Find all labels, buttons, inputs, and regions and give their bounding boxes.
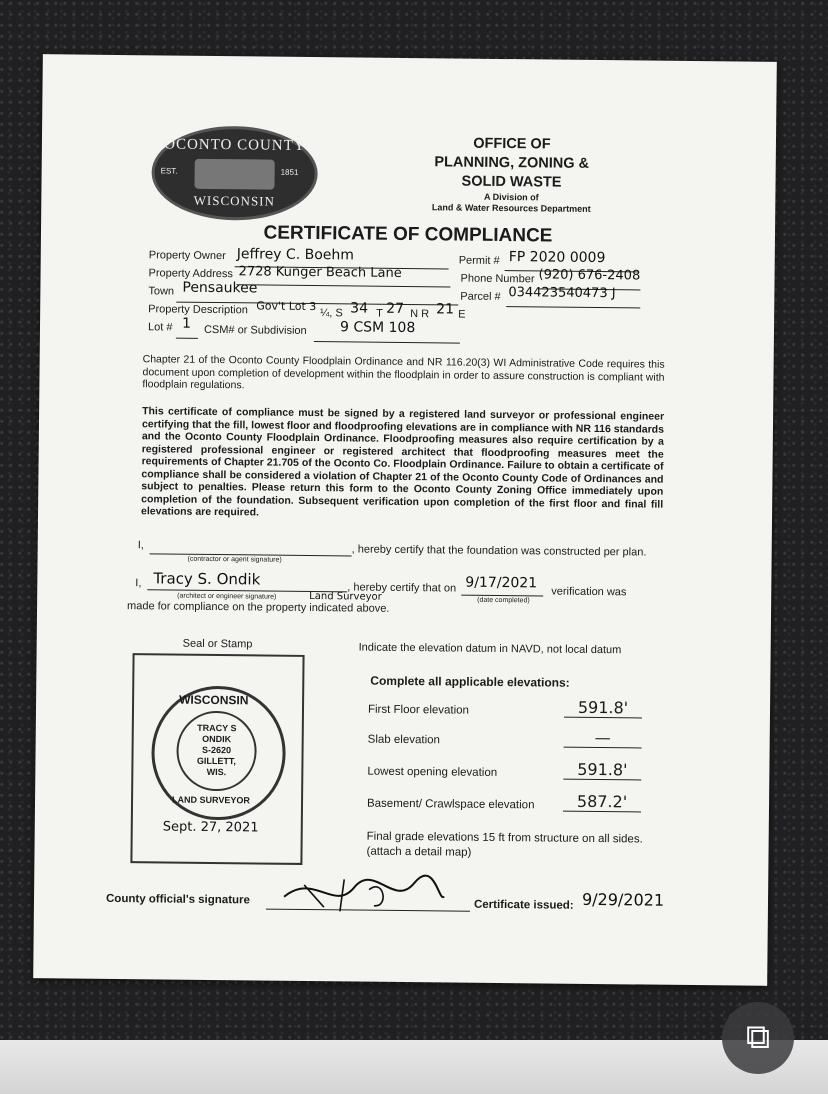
cert1-signature-line[interactable]: [150, 541, 352, 556]
certificate-issued-label: Certificate issued:: [473, 898, 574, 912]
lot-label: Lot #: [147, 321, 173, 334]
description-nr-label: N R: [410, 308, 430, 321]
cert1-text: , hereby certify that the foundation was constructed per plan.: [351, 543, 647, 559]
elevations-title: Complete all applicable elevations:: [370, 673, 570, 690]
stamp-name-line: GILLETT,: [196, 755, 237, 767]
elevation-label-basement: Basement/ Crawlspace elevation: [366, 797, 535, 812]
stamp-inner: [176, 711, 257, 792]
stamp-name-line: TRACY S: [197, 722, 237, 734]
office-line-3: SOLID WASTE: [461, 173, 562, 191]
description-e: E: [458, 308, 466, 321]
csm-label: CSM# or Subdivision: [203, 323, 307, 337]
cert2-prefix: I,: [135, 577, 142, 590]
office-heading: [391, 134, 632, 216]
stamp-name-line: S-2620: [202, 744, 232, 756]
seal-est: EST.: [160, 166, 178, 176]
surveyor-stamp: [151, 685, 286, 820]
bottom-edge: [0, 1040, 828, 1094]
address-label: Property Address: [148, 267, 234, 281]
description-t-value: 27: [386, 300, 405, 317]
stamp-name-line: ONDIK: [202, 733, 232, 745]
seal-top-text: OCONTO COUNTY: [164, 136, 306, 154]
stamp-date: Sept. 27, 2021: [162, 819, 259, 836]
elevation-label-lowest-opening: Lowest opening elevation: [367, 765, 498, 779]
phone-label: Phone Number: [460, 272, 535, 286]
seal-year: 1851: [280, 167, 299, 177]
cert2-text-c: made for compliance on the property indicated above.: [127, 600, 390, 615]
cert2-title-note: Land Surveyor: [309, 591, 382, 603]
live-text-scan-icon[interactable]: ⧉: [722, 1002, 794, 1074]
cert2-text-b: verification was: [551, 585, 627, 599]
official-signature-label: County official's signature: [105, 892, 251, 907]
elevation-value-first-floor[interactable]: 591.8': [564, 698, 642, 719]
parcel-value: 034423540473 J: [508, 285, 616, 302]
lot-value: 1: [181, 315, 192, 332]
town-value: Pensaukee: [182, 279, 258, 297]
owner-label: Property Owner: [148, 249, 226, 263]
division-line: A Division of: [483, 191, 539, 203]
office-line-2: PLANNING, ZONING &: [434, 154, 590, 172]
cert2-signature: Tracy S. Ondik: [153, 569, 261, 589]
description-s-value: 34: [350, 300, 369, 317]
elevation-label-slab: Slab elevation: [367, 733, 441, 747]
cert2-sub: (architect or engineer signature): [177, 592, 277, 601]
elevation-value-basement[interactable]: 587.2': [563, 792, 641, 813]
seal-stamp-label: Seal or Stamp: [182, 637, 253, 651]
stamp-state: WISCONSIN: [179, 692, 249, 708]
elevation-value-slab[interactable]: —: [564, 728, 642, 749]
seal-bottom-text: WISCONSIN: [193, 192, 276, 209]
cert2-text-a: , hereby certify that on: [347, 581, 457, 595]
courthouse-icon: [160, 159, 299, 190]
cert2-date: 9/17/2021: [465, 574, 538, 592]
description-value: Gov't Lot 3: [256, 299, 317, 314]
csm-value: 9 CSM 108: [339, 319, 416, 337]
description-s-label: ¼, S: [320, 307, 343, 320]
department-line: Land & Water Resources Department: [431, 202, 591, 214]
address-value: 2728 Kunger Beach Lane: [238, 264, 402, 281]
phone-value: (920) 676-2408: [538, 267, 641, 284]
requirements-paragraph: This certificate of compliance must be signed by a registered land surveyor or professional engineer certifying that the fill, lowest floor and floodproofing elevations are in compliance with NR 116 standards and the Oconto County Floodplain Ordinance. Floodproofing measures also require certification by a registered professional engineer or registered architect that floodproofing measures meet the requirements of Chapter 21.705 of the Oconto Co. Floodplain Ordinance. Failure to obtain a certificate of compliance shall be considered a violation of Chapter 21 of the Oconto County Code of Ordinances and subject to penalties. Please return this form to the Oconto County Zoning Office immediately upon completion of the foundation. Subsequent verification upon completion of the first floor and final fill elevations are required.: [141, 405, 665, 519]
owner-value: Jeffrey C. Boehm: [236, 246, 355, 264]
elevation-label-first-floor: First Floor elevation: [367, 703, 470, 717]
cert2-date-sub: (date completed): [477, 596, 530, 605]
stamp-box: [130, 653, 304, 865]
certificate-document: [33, 54, 777, 986]
datum-note: Indicate the elevation datum in NAVD, not local datum: [358, 641, 622, 657]
stamp-name-line: WIS.: [206, 766, 227, 778]
official-signature-scribble: [274, 867, 455, 919]
stamp-bottom: LAND SURVEYOR: [172, 794, 250, 806]
cert1-prefix: I,: [137, 539, 144, 552]
parcel-label: Parcel #: [460, 290, 501, 303]
description-t-label: T: [376, 307, 383, 320]
document-title: CERTIFICATE OF COMPLIANCE: [263, 222, 553, 247]
elevation-value-lowest-opening[interactable]: 591.8': [563, 760, 641, 781]
permit-label: Permit #: [458, 254, 500, 267]
cert1-sub: (contractor or agent signature): [187, 555, 282, 564]
county-seal: [151, 125, 318, 221]
office-line-1: OFFICE OF: [473, 135, 551, 153]
certificate-issued-value: 9/29/2021: [581, 889, 665, 910]
description-nr-value: 21: [436, 301, 455, 318]
ordinance-paragraph: Chapter 21 of the Oconto County Floodplain Ordinance and NR 116.20(3) WI Administrative Code requires this document upon completion of development within the floodplain in order to assure construction is compliant with floodplain regulations.: [142, 353, 665, 392]
town-label: Town: [148, 285, 175, 298]
final-grade-note: Final grade elevations 15 ft from structure on all sides. (attach a detail map): [366, 830, 643, 859]
permit-value: FP 2020 0009: [508, 249, 606, 267]
description-label: Property Description: [148, 303, 248, 317]
